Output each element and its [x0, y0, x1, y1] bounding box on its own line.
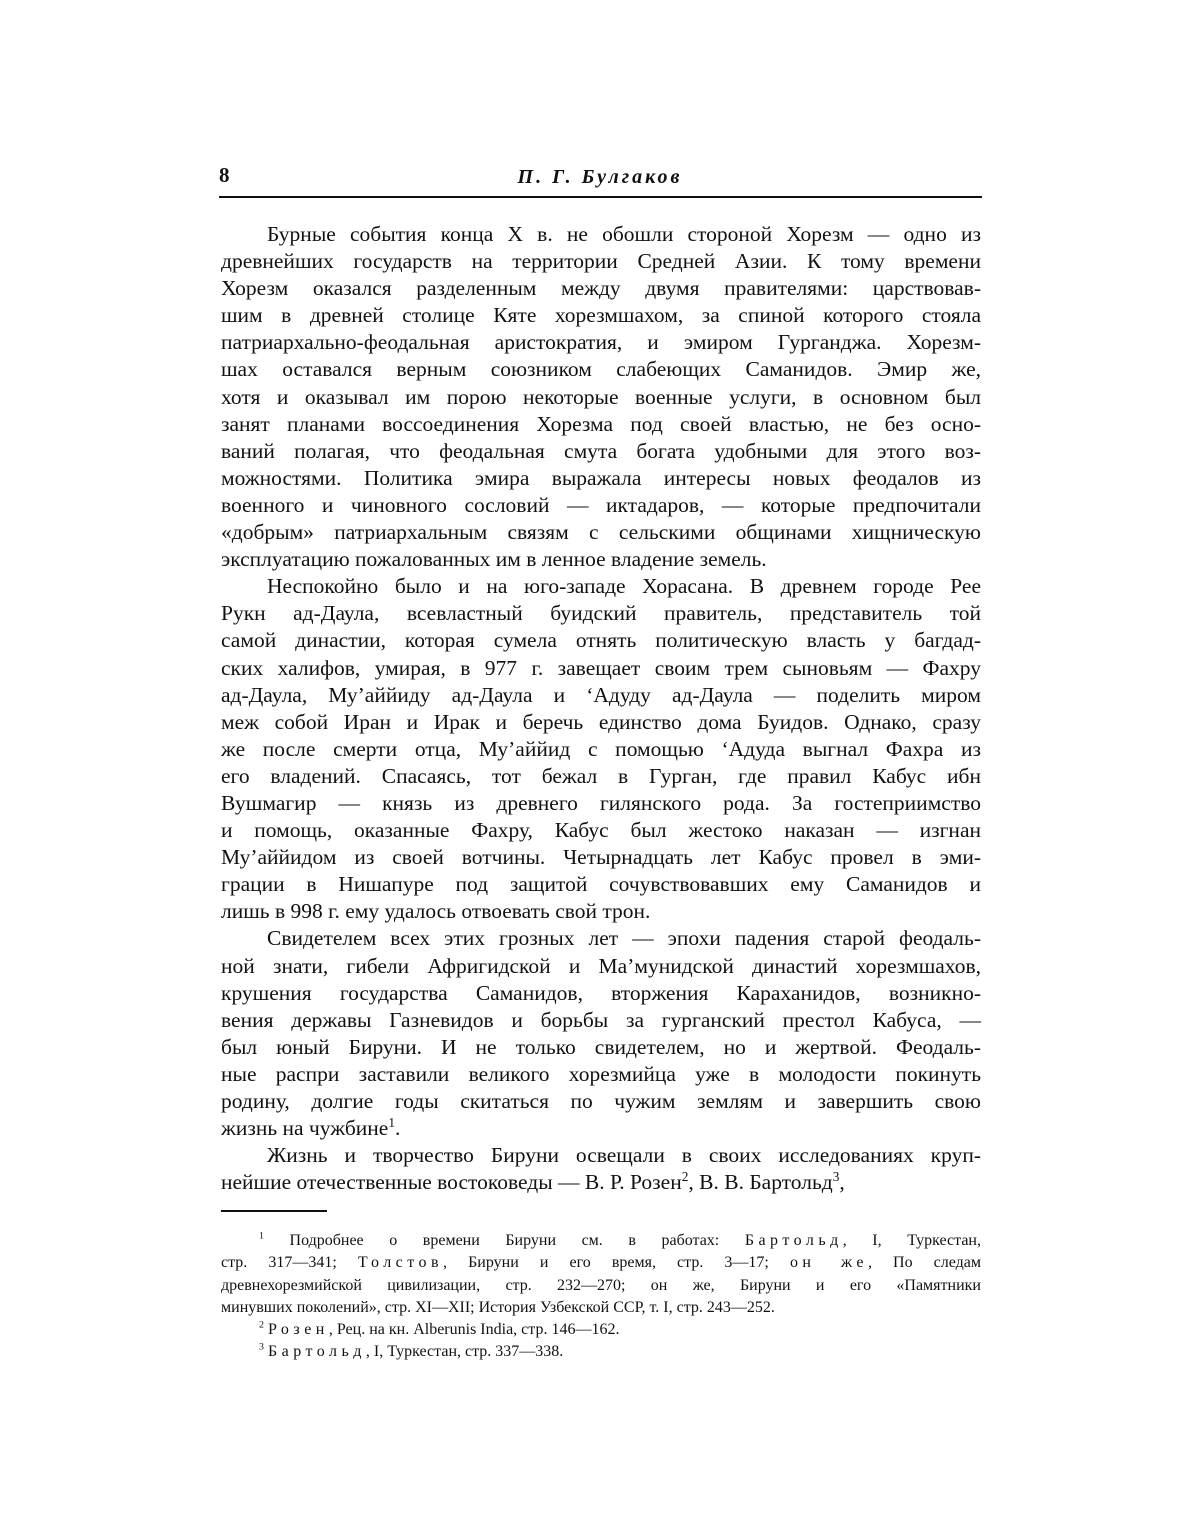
text-line: Рукн ад-Даула, всевластный буидский правитель, представитель той [221, 601, 981, 626]
footnote-3 [221, 1341, 981, 1363]
text-line: же после смерти отца, Му’аййид с помощью ‘Адуда выгнал Фахра из [221, 736, 981, 761]
footnote-rule [221, 1210, 327, 1212]
footnote-1-line [221, 1230, 981, 1252]
body-text [221, 221, 981, 1196]
author-name: Толстов [357, 1254, 444, 1272]
text-line: лишь в 998 г. ему удалось отвоевать свой трон. [221, 899, 651, 924]
text-line: крушения государства Саманидов, вторжения Караханидов, возникно- [221, 980, 981, 1005]
text-line: Жизнь и творчество Бируни освещали в своих исследованиях круп- [267, 1143, 981, 1168]
text-line: ной знати, гибели Афригидской и Ма’мунидской династий хорезмшахов, [221, 953, 981, 978]
text-segment: , Рец. на кн. Alberunis India, стр. 146—162. [328, 1321, 620, 1339]
text-line: грации в Нишапуре под защитой сочувствовавших ему Саманидов и [221, 872, 981, 897]
text-line: Хорезм оказался разделенным между двумя правителями: царствовав- [221, 276, 981, 301]
text-line: военного и чиновного сословий — иктадаров, — которые предпочитали [221, 492, 981, 517]
footnote-ref: 1 [388, 1114, 395, 1130]
author-name: Розен [267, 1321, 329, 1339]
text-line: меж собой Иран и Ирак и беречь единство дома Буидов. Однако, сразу [221, 709, 981, 734]
text-line: Неспокойно было и на юго-западе Хорасана. В древнем городе Рее [267, 574, 981, 599]
footnote-mark: 1 [259, 1230, 264, 1242]
paragraph-2 [221, 573, 981, 925]
header-rule [219, 196, 982, 198]
text-segment: , Бируни и его время, стр. 3—17; [443, 1254, 790, 1272]
text-segment: стр. 317—341; [221, 1254, 358, 1272]
text-segment: , В. В. Бартольд [688, 1170, 833, 1195]
author-name: Бартольд [744, 1232, 843, 1249]
text-line: Бурные события конца X в. не обошли стороной Хорезм — одно из [267, 222, 981, 246]
text-line [221, 1169, 981, 1196]
footnote-mark: 3 [259, 1342, 264, 1354]
text-line: древнейших государств на территории Средней Азии. К тому времени [221, 249, 981, 274]
text-line: «добрым» патриархальным связям с сельскими общинами хищническую [221, 520, 981, 545]
running-head-author: П. Г. Булгаков [517, 166, 683, 188]
text-line: был юный Бируни. И не только свидетелем, но и жертвой. Феодаль- [221, 1034, 981, 1059]
text-segment: Подробнее о времени Бируни см. в работах: [289, 1232, 745, 1249]
paragraph-3 [221, 925, 981, 1142]
footnote-ref: 3 [832, 1169, 840, 1185]
text-line: шах оставался верным союзником слабеющих Саманидов. Эмир же, [221, 357, 981, 382]
footnote-2 [221, 1319, 981, 1341]
footnote-ref: 2 [681, 1169, 689, 1185]
text-line: вения державы Газневидов и борьбы за гурганский престол Кабуса, — [221, 1007, 981, 1032]
footnote-1-line: минувших поколений», стр. XI—XII; История Узбекской ССР, т. I, стр. 243—252. [221, 1298, 775, 1316]
text-line: и помощь, оказанные Фахру, Кабус был жестоко наказан — изгнан [221, 818, 981, 843]
text-line [221, 1115, 981, 1142]
footnote-mark: 2 [259, 1319, 264, 1331]
author-name: Бартольд [267, 1343, 366, 1361]
text-segment: нейшие отечественные востоковеды — В. Р. Розен [221, 1170, 682, 1195]
page-number: 8 [219, 163, 230, 187]
paragraph-4 [221, 1142, 981, 1196]
text-line: самой династии, которая сумела отнять политическую власть у багдад- [221, 628, 981, 653]
text-segment: , [839, 1170, 845, 1195]
text-line: патриархально-феодальная аристократия, и эмиром Гурганджа. Хорезм- [221, 330, 981, 355]
text-line: ских халифов, умирая, в 977 г. завещает своим трем сыновьям — Фахру [221, 655, 981, 680]
text-line: ные распри заставили великого хорезмийца уже в молодости покинуть [221, 1061, 981, 1086]
footnote-1-line: древнехорезмийской цивилизации, стр. 232—270; он же, Бируни и его «Памятники [221, 1276, 981, 1294]
text-line: ад-Даула, Му’аййиду ад-Даула и ‘Адуду ад-Даула — поделить миром [221, 682, 981, 707]
author-name: он же [789, 1254, 868, 1272]
text-line: Свидетелем всех этих грозных лет — эпохи падения старой феодаль- [267, 926, 981, 951]
text-segment: , По следам [867, 1254, 981, 1272]
text-line: занят планами воссоединения Хорезма под своей властью, не без осно- [221, 411, 981, 436]
text-line: Вушмагир — князь из древнего гилянского рода. За гостеприимство [221, 790, 981, 815]
text-segment: , I, Туркестан, [842, 1232, 981, 1249]
text-segment: , I, Туркестан, стр. 337—338. [365, 1343, 564, 1361]
footnotes [221, 1230, 981, 1364]
text-line: родину, долгие годы скитаться по чужим землям и завершить свою [221, 1089, 981, 1113]
text-segment: . [394, 1116, 401, 1141]
text-line: эксплуатацию пожалованных им в ленное владение земель. [221, 547, 767, 572]
text-line: можностями. Политика эмира выражала интересы новых феодалов из [221, 465, 981, 490]
text-line: хотя и оказывал им порою некоторые военные услуги, в основном был [221, 384, 981, 409]
text-line: ваний полагая, что феодальная смута богата удобными для этого воз- [221, 438, 981, 463]
text-line: его владений. Спасаясь, тот бежал в Гурган, где правил Кабус ибн [221, 763, 981, 788]
paragraph-1 [221, 221, 981, 573]
text-segment: жизнь на чужбине [221, 1116, 389, 1141]
text-line: шим в древней столице Кяте хорезмшахом, за спиной которого стояла [221, 303, 981, 328]
text-line: Му’аййидом из своей вотчины. Четырнадцать лет Кабус провел в эми- [221, 845, 981, 870]
footnote-1-line [221, 1252, 981, 1274]
